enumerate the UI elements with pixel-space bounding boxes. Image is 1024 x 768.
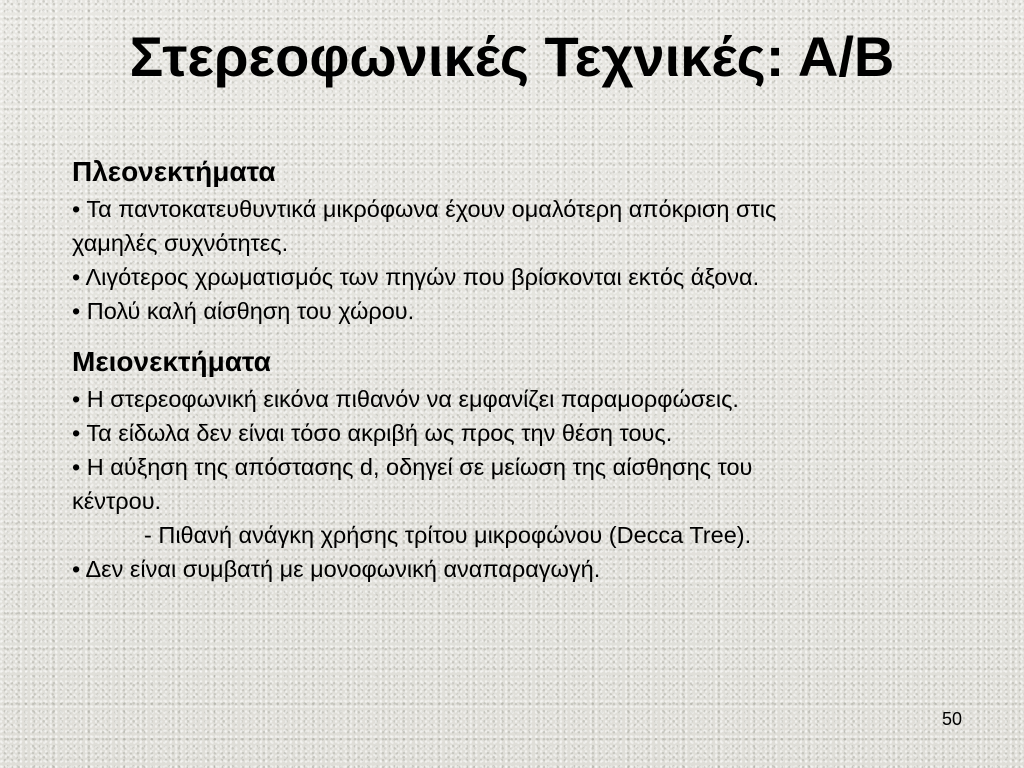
- disadvantage-line: • Τα είδωλα δεν είναι τόσο ακριβή ως προς την θέση τους.: [72, 420, 673, 446]
- disadvantage-line: • Η αύξηση της απόστασης d, οδηγεί σε μείωση της αίσθησης του: [72, 454, 753, 480]
- advantage-line: • Τα παντοκατευθυντικά μικρόφωνα έχουν ομαλότερη απόκριση στις: [72, 196, 777, 222]
- advantage-line: χαμηλές συχνότητες.: [72, 230, 289, 256]
- slide-title: Στερεοφωνικές Τεχνικές: Α/Β: [129, 25, 895, 88]
- disadvantage-line: • Δεν είναι συμβατή με μονοφωνική αναπαραγωγή.: [72, 556, 601, 582]
- disadvantages-heading: Μειονεκτήματα: [72, 346, 271, 377]
- advantage-line: • Λιγότερος χρωματισμός των πηγών που βρίσκονται εκτός άξονα.: [72, 264, 760, 290]
- slide-content: [72, 152, 952, 586]
- advantages-heading: Πλεονεκτήματα: [72, 156, 276, 187]
- disadvantages-section: [72, 342, 952, 586]
- advantage-line: • Πολύ καλή αίσθηση του χώρου.: [72, 298, 415, 324]
- disadvantage-line: • Η στερεοφωνική εικόνα πιθανόν να εμφανίζει παραμορφώσεις.: [72, 386, 739, 412]
- disadvantage-subline: - Πιθανή ανάγκη χρήσης τρίτου μικροφώνου (Decca Tree).: [144, 522, 752, 548]
- disadvantage-line: κέντρου.: [72, 488, 162, 514]
- advantages-section: [72, 152, 952, 328]
- page-number: 50: [941, 709, 962, 729]
